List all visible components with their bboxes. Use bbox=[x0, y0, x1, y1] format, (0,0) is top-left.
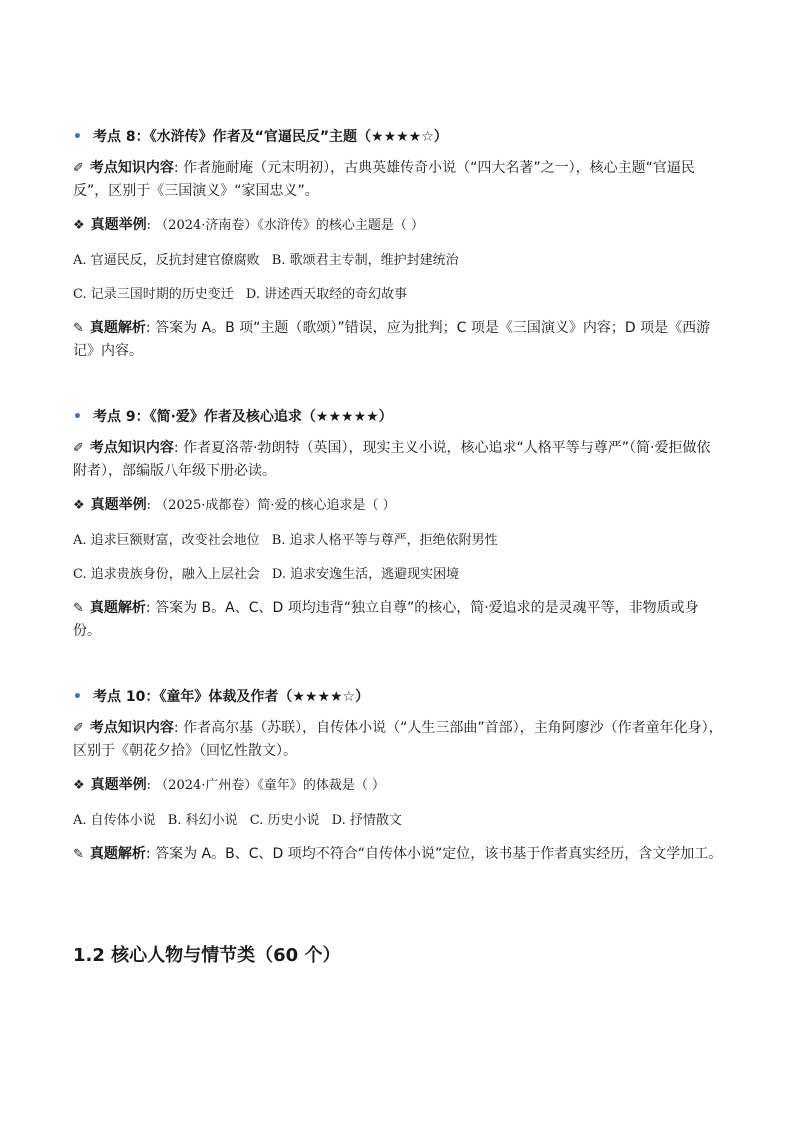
knowledge-text: : 作者施耐庵（元末明初），古典英雄传奇小说（“四大名著”之一），核心主题“官逼民反”，区别于《三国演义》“家国忠义”。 bbox=[73, 160, 695, 199]
section-kp9 bbox=[73, 407, 723, 642]
diamond-icon: ❖ bbox=[73, 218, 85, 233]
example-label: 真题举例 bbox=[90, 777, 147, 793]
option-b: B. 追求人格平等与尊严，拒绝依附男性 bbox=[271, 533, 498, 548]
option-c: C. 追求贵族身份，融入上层社会 bbox=[73, 567, 260, 582]
kp-title bbox=[73, 687, 723, 707]
kp-title-text: 考点 9：《简·爱》作者及核心追求（★★★★★） bbox=[93, 409, 393, 425]
analysis-label: 真题解析 bbox=[89, 846, 146, 862]
options-line bbox=[73, 565, 723, 585]
option-a: A. 追求巨额财富，改变社会地位 bbox=[73, 533, 260, 548]
bullet-icon: • bbox=[73, 129, 82, 145]
knowledge-text: : 作者夏洛蒂·勃朗特（英国），现实主义小说，核心追求“人格平等与尊严”（简·爱拒做依附者），部编版八年级下册必读。 bbox=[73, 440, 711, 479]
option-b: B. 科幻小说 bbox=[167, 813, 238, 828]
option-d: D. 抒情散文 bbox=[331, 813, 402, 828]
diamond-icon: ❖ bbox=[73, 498, 85, 513]
options-line bbox=[73, 285, 723, 305]
analysis-text: : 答案为 A。B、C、D 项均不符合“自传体小说”定位，该书基于作者真实经历，含文学加工。 bbox=[145, 846, 723, 862]
pen-icon: ✎ bbox=[73, 847, 84, 862]
analysis-label: 真题解析 bbox=[89, 320, 146, 336]
option-d: D. 追求安逸生活，逃避现实困境 bbox=[271, 567, 460, 582]
option-c: C. 记录三国时期的历史变迁 bbox=[73, 287, 234, 302]
example-paragraph bbox=[73, 774, 723, 797]
example-text: : （2024·广州卷）《童年》的体裁是（ ） bbox=[146, 778, 386, 793]
analysis-label: 真题解析 bbox=[89, 600, 146, 616]
kp-title-text: 考点 10：《童年》体裁及作者（★★★★☆） bbox=[93, 689, 370, 705]
pencil-icon: ✐ bbox=[73, 721, 84, 736]
knowledge-label: 考点知识内容 bbox=[89, 720, 174, 736]
example-label: 真题举例 bbox=[90, 497, 147, 513]
section-kp8 bbox=[73, 127, 723, 362]
knowledge-paragraph bbox=[73, 157, 723, 202]
option-a: A. 自传体小说 bbox=[73, 813, 156, 828]
kp-title bbox=[73, 407, 723, 427]
analysis-paragraph bbox=[73, 317, 723, 362]
option-c: C. 历史小说 bbox=[249, 813, 320, 828]
pen-icon: ✎ bbox=[73, 601, 84, 616]
analysis-text: : 答案为 A。B 项“主题（歌颂）”错误，应为批判；C 项是《三国演义》内容；D 项是《西游记》内容。 bbox=[73, 320, 711, 359]
section-heading: 1.2 核心人物与情节类（60 个） bbox=[73, 945, 341, 966]
example-text: : （2025·成都卷）简·爱的核心追求是（ ） bbox=[146, 498, 396, 513]
knowledge-paragraph bbox=[73, 717, 723, 762]
option-b: B. 歌颂君主专制，维护封建统治 bbox=[271, 253, 459, 268]
section-kp10 bbox=[73, 687, 723, 866]
pencil-icon: ✐ bbox=[73, 441, 84, 456]
example-label: 真题举例 bbox=[90, 217, 147, 233]
options-line bbox=[73, 251, 723, 271]
analysis-paragraph bbox=[73, 597, 723, 642]
analysis-text: : 答案为 B。A、C、D 项均违背“独立自尊”的核心，简·爱追求的是灵魂平等，非物质或身份。 bbox=[73, 600, 699, 639]
knowledge-paragraph bbox=[73, 437, 723, 482]
example-text: : （2024·济南卷）《水浒传》的核心主题是（ ） bbox=[146, 218, 425, 233]
knowledge-label: 考点知识内容 bbox=[89, 440, 174, 456]
bullet-icon: • bbox=[73, 409, 82, 425]
pen-icon: ✎ bbox=[73, 321, 84, 336]
kp-title bbox=[73, 127, 723, 147]
kp-title-text: 考点 8：《水浒传》作者及“官逼民反”主题（★★★★☆） bbox=[93, 129, 448, 145]
options-line bbox=[73, 531, 723, 551]
example-paragraph bbox=[73, 494, 723, 517]
option-a: A. 官逼民反，反抗封建官僚腐败 bbox=[73, 253, 260, 268]
diamond-icon: ❖ bbox=[73, 778, 85, 793]
option-d: D. 讲述西天取经的奇幻故事 bbox=[245, 287, 408, 302]
analysis-paragraph bbox=[73, 843, 723, 866]
options-line bbox=[73, 811, 723, 831]
pencil-icon: ✐ bbox=[73, 161, 84, 176]
bullet-icon: • bbox=[73, 689, 82, 705]
example-paragraph bbox=[73, 214, 723, 237]
knowledge-label: 考点知识内容 bbox=[89, 160, 174, 176]
knowledge-text: : 作者高尔基（苏联），自传体小说（“人生三部曲”首部），主角阿廖沙（作者童年化身），区别于《朝花夕拾》（回忆性散文）。 bbox=[73, 720, 723, 759]
